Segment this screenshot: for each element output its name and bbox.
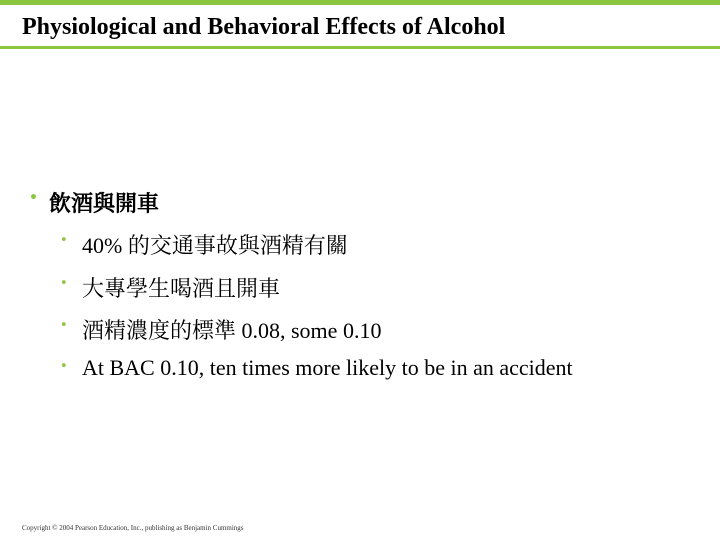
bullet-icon: •	[60, 359, 68, 374]
bullet-icon: •	[60, 276, 68, 291]
bullet-icon: •	[29, 190, 38, 206]
bullet-icon: •	[60, 233, 68, 248]
sub-bullet	[60, 314, 381, 345]
bullet-main-text: 飲酒與開車	[49, 191, 160, 216]
sub-bullet-text: 酒精濃度的標準 0.08, some 0.10	[82, 318, 382, 343]
sub-bullet	[60, 355, 573, 381]
sub-bullet-text: At BAC 0.10, ten times more likely to be in an accident	[82, 355, 573, 380]
bullet-main	[29, 187, 159, 218]
sub-bullet-text: 大專學生喝酒且開車	[82, 276, 281, 301]
sub-bullet-text: 40% 的交通事故與酒精有關	[82, 233, 348, 258]
sub-bullet	[60, 272, 280, 303]
bullet-icon: •	[60, 318, 68, 333]
copyright-footer: Copyright © 2004 Pearson Education, Inc., publishing as Benjamin Cummings	[22, 524, 244, 532]
sub-bullet	[60, 229, 348, 260]
slide-title: Physiological and Behavioral Effects of Alcohol	[22, 14, 506, 40]
